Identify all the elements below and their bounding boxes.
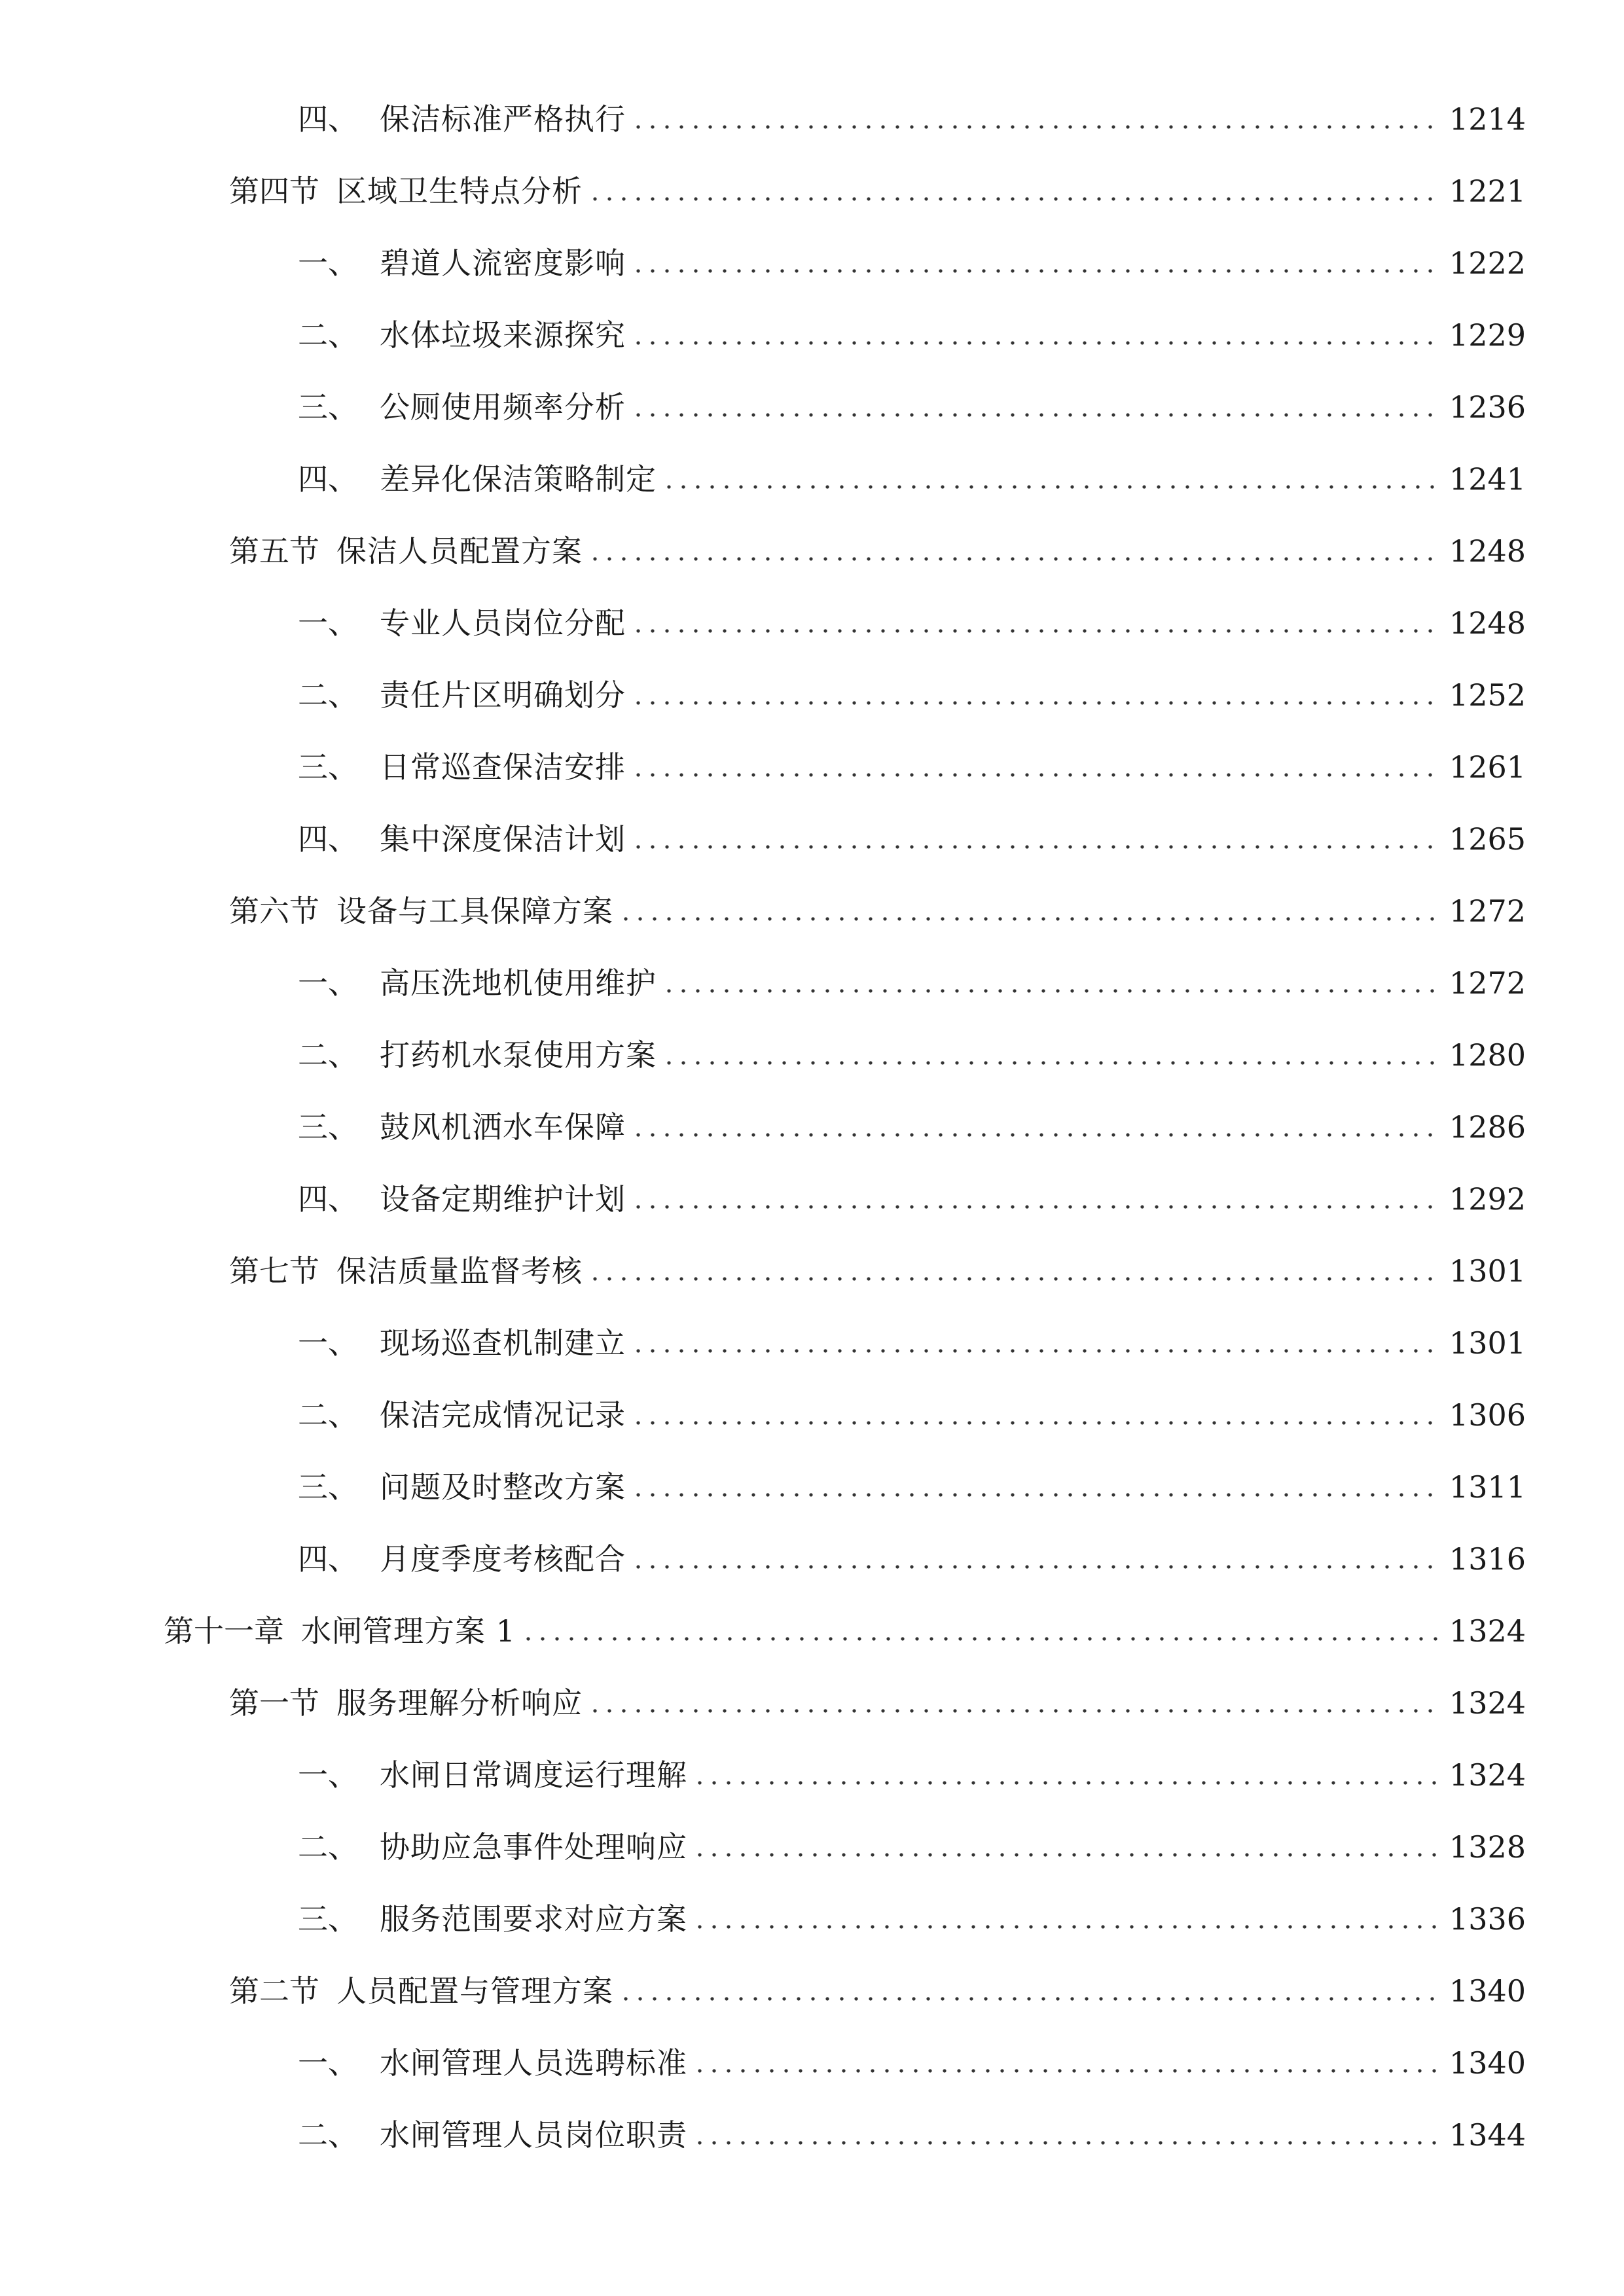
toc-entry[interactable] — [0, 237, 1624, 289]
toc-entry-number: 第十一章 — [164, 1613, 284, 1649]
toc-entry-number: 一、 — [298, 2045, 358, 2081]
toc-entry-number: 一、 — [298, 605, 358, 641]
toc-entry[interactable] — [0, 381, 1624, 433]
toc-entry-page: 1336 — [1449, 1901, 1526, 1937]
toc-entry-title: 高压洗地机使用维护 — [380, 965, 657, 1001]
toc-entry-page: 1265 — [1449, 821, 1526, 857]
toc-entry-page: 1301 — [1449, 1253, 1526, 1289]
dot-leader — [631, 124, 1443, 130]
toc-entry[interactable] — [0, 2037, 1624, 2089]
toc-entry-page: 1222 — [1449, 245, 1526, 281]
toc-entry-title: 服务范围要求对应方案 — [380, 1901, 687, 1937]
dot-leader — [588, 196, 1443, 202]
dot-leader — [693, 2068, 1443, 2074]
toc-entry-number: 二、 — [298, 677, 358, 713]
toc-entry-number: 一、 — [298, 1325, 358, 1361]
toc-entry-number: 一、 — [298, 1757, 358, 1793]
toc-entry-number: 二、 — [298, 317, 358, 353]
toc-entry-page: 1328 — [1449, 1829, 1526, 1865]
toc-entry-number: 二、 — [298, 1829, 358, 1865]
toc-entry-number: 一、 — [298, 245, 358, 281]
dot-leader — [693, 1924, 1443, 1930]
toc-entry-number: 三、 — [298, 1901, 358, 1937]
toc-entry-page: 1344 — [1449, 2117, 1526, 2153]
dot-leader — [631, 1564, 1443, 1570]
toc-entry[interactable] — [0, 165, 1624, 217]
dot-leader — [631, 628, 1443, 634]
toc-entry[interactable] — [0, 1821, 1624, 1873]
toc-entry-title: 专业人员岗位分配 — [380, 605, 626, 641]
toc-entry-page: 1286 — [1449, 1109, 1526, 1145]
toc-entry-page: 1292 — [1449, 1181, 1526, 1217]
dot-leader — [631, 1420, 1443, 1426]
toc-entry-page: 1248 — [1449, 605, 1526, 641]
toc-entry-title: 保洁完成情况记录 — [380, 1397, 626, 1433]
toc-entry-number: 四、 — [298, 461, 358, 497]
toc-entry[interactable] — [0, 525, 1624, 577]
dot-leader — [631, 772, 1443, 778]
toc-entry-title: 协助应急事件处理响应 — [380, 1829, 687, 1865]
toc-entry[interactable] — [0, 1389, 1624, 1441]
toc-entry-number: 四、 — [298, 821, 358, 857]
toc-entry-title: 保洁标准严格执行 — [380, 101, 626, 137]
toc-entry-title: 责任片区明确划分 — [380, 677, 626, 713]
toc-entry-number: 四、 — [298, 1541, 358, 1577]
toc-entry[interactable] — [0, 957, 1624, 1009]
toc-entry-title: 水闸管理人员选聘标准 — [380, 2045, 687, 2081]
toc-entry-page: 1324 — [1449, 1757, 1526, 1793]
toc-entry-title: 日常巡查保洁安排 — [380, 749, 626, 785]
toc-entry-number: 二、 — [298, 1037, 358, 1073]
toc-entry[interactable] — [0, 1677, 1624, 1729]
toc-entry-number: 第一节 — [229, 1685, 319, 1721]
toc-entry-title: 差异化保洁策略制定 — [380, 461, 657, 497]
toc-entry[interactable] — [0, 1101, 1624, 1153]
toc-entry-page: 1324 — [1449, 1613, 1526, 1649]
dot-leader — [631, 412, 1443, 418]
toc-entry-title: 水闸日常调度运行理解 — [380, 1757, 687, 1793]
toc-entry-title: 问题及时整改方案 — [380, 1469, 626, 1505]
toc-entry-number: 三、 — [298, 1469, 358, 1505]
toc-entry-page: 1311 — [1449, 1469, 1526, 1505]
toc-entry-number: 四、 — [298, 101, 358, 137]
toc-entry-number: 三、 — [298, 1109, 358, 1145]
toc-entry-page: 1261 — [1449, 749, 1526, 785]
toc-entry-title: 设备定期维护计划 — [380, 1181, 626, 1217]
toc-entry-title: 水体垃圾来源探究 — [380, 317, 626, 353]
dot-leader — [631, 844, 1443, 850]
toc-entry-number: 一、 — [298, 965, 358, 1001]
toc-entry-page: 1272 — [1449, 893, 1526, 929]
toc-entry-title: 水闸管理人员岗位职责 — [380, 2117, 687, 2153]
dot-leader — [631, 1348, 1443, 1354]
toc-entry[interactable] — [0, 1749, 1624, 1801]
toc-entry-page: 1221 — [1449, 173, 1526, 209]
toc-entry[interactable] — [0, 1605, 1624, 1657]
toc-entry[interactable] — [0, 1029, 1624, 1081]
dot-leader — [693, 2140, 1443, 2146]
toc-entry-page: 1229 — [1449, 317, 1526, 353]
toc-entry[interactable] — [0, 93, 1624, 145]
toc-entry-page: 1316 — [1449, 1541, 1526, 1577]
toc-entry-number: 二、 — [298, 2117, 358, 2153]
toc-entry-number: 第七节 — [229, 1253, 319, 1289]
toc-entry-title: 打药机水泵使用方案 — [380, 1037, 657, 1073]
toc-entry-title: 碧道人流密度影响 — [380, 245, 626, 281]
toc-entry-page: 1301 — [1449, 1325, 1526, 1361]
toc-entry[interactable] — [0, 741, 1624, 793]
dot-leader — [588, 1276, 1443, 1282]
toc-entry[interactable] — [0, 2109, 1624, 2161]
dot-leader — [588, 556, 1443, 562]
toc-entry[interactable] — [0, 1245, 1624, 1297]
toc-entry[interactable] — [0, 1461, 1624, 1513]
toc-entry[interactable] — [0, 1173, 1624, 1225]
toc-entry-page: 1340 — [1449, 2045, 1526, 2081]
toc-entry-title: 现场巡查机制建立 — [380, 1325, 626, 1361]
toc-entry[interactable] — [0, 1965, 1624, 2017]
toc-entry-title: 鼓风机洒水车保障 — [380, 1109, 626, 1145]
toc-entry-page: 1214 — [1449, 101, 1526, 137]
toc-entry-title: 保洁质量监督考核 — [336, 1253, 583, 1289]
toc-entry-page: 1236 — [1449, 389, 1526, 425]
toc-entry[interactable] — [0, 1533, 1624, 1585]
toc-entry-page: 1248 — [1449, 533, 1526, 569]
toc-entry-title: 区域卫生特点分析 — [336, 173, 583, 209]
toc-entry[interactable] — [0, 813, 1624, 865]
dot-leader — [588, 1708, 1443, 1714]
dot-leader — [619, 916, 1443, 922]
dot-leader — [619, 1996, 1443, 2002]
toc-entry-title: 人员配置与管理方案 — [336, 1973, 613, 2009]
toc-entry-page: 1306 — [1449, 1397, 1526, 1433]
dot-leader — [662, 484, 1443, 490]
toc-entry-number: 第四节 — [229, 173, 319, 209]
toc-entry-number: 三、 — [298, 749, 358, 785]
toc-entry[interactable] — [0, 1893, 1624, 1945]
toc-entry[interactable] — [0, 1317, 1624, 1369]
dot-leader — [693, 1852, 1443, 1858]
toc-entry[interactable] — [0, 453, 1624, 505]
dot-leader — [631, 1492, 1443, 1498]
toc-entry-number: 第六节 — [229, 893, 319, 929]
dot-leader — [631, 700, 1443, 706]
toc-entry-title: 公厕使用频率分析 — [380, 389, 626, 425]
toc-entry-title: 水闸管理方案 1 — [301, 1613, 516, 1649]
dot-leader — [693, 1780, 1443, 1786]
dot-leader — [631, 1132, 1443, 1138]
toc-entry-title: 服务理解分析响应 — [336, 1685, 583, 1721]
toc-entry-number: 第二节 — [229, 1973, 319, 2009]
toc-entry-title: 设备与工具保障方案 — [336, 893, 613, 929]
toc-entry-title: 月度季度考核配合 — [380, 1541, 626, 1577]
toc-entry[interactable] — [0, 597, 1624, 649]
toc-entry-page: 1340 — [1449, 1973, 1526, 2009]
dot-leader — [662, 988, 1443, 994]
dot-leader — [631, 268, 1443, 274]
dot-leader — [521, 1636, 1443, 1642]
toc-entry-page: 1324 — [1449, 1685, 1526, 1721]
toc-entry[interactable] — [0, 309, 1624, 361]
dot-leader — [662, 1060, 1443, 1066]
toc-entry-title: 集中深度保洁计划 — [380, 821, 626, 857]
toc-entry-number: 二、 — [298, 1397, 358, 1433]
toc-entry-page: 1272 — [1449, 965, 1526, 1001]
dot-leader — [631, 1204, 1443, 1210]
toc-entry-page: 1241 — [1449, 461, 1526, 497]
toc-entry-number: 四、 — [298, 1181, 358, 1217]
toc-entry[interactable] — [0, 669, 1624, 721]
toc-entry-title: 保洁人员配置方案 — [336, 533, 583, 569]
toc-entry[interactable] — [0, 885, 1624, 937]
toc-entry-page: 1280 — [1449, 1037, 1526, 1073]
toc-entry-number: 三、 — [298, 389, 358, 425]
toc-entry-page: 1252 — [1449, 677, 1526, 713]
dot-leader — [631, 340, 1443, 346]
toc-entry-number: 第五节 — [229, 533, 319, 569]
